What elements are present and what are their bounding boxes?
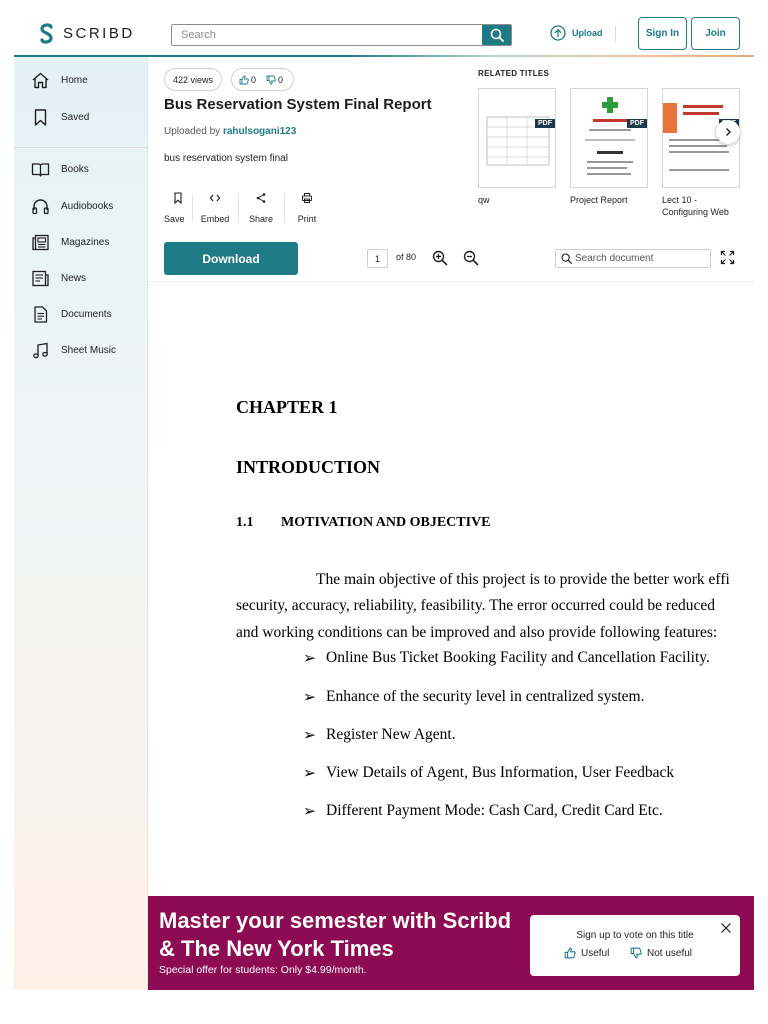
scribd-logo-icon <box>38 23 55 44</box>
share-label: Share <box>248 214 274 224</box>
share-button[interactable] <box>238 192 284 224</box>
sidebar-item-audiobooks[interactable] <box>14 193 148 219</box>
music-note-icon <box>31 341 50 360</box>
related-item[interactable] <box>570 88 652 206</box>
home-icon <box>31 71 50 90</box>
list-item <box>303 726 456 745</box>
section-title: MOTIVATION AND OBJECTIVE <box>281 515 491 530</box>
sidebar-item-label: News <box>61 272 87 284</box>
bullet-marker: ➢ <box>303 689 316 706</box>
sidebar-item-home[interactable] <box>14 67 148 93</box>
list-item <box>303 764 674 783</box>
downvote-count: 0 <box>278 74 284 85</box>
promo-subtitle: Special offer for students: Only $4.99/month. <box>159 964 367 976</box>
vote-popup <box>530 915 740 976</box>
document-thumbnail-image <box>571 89 648 188</box>
sidebar-item-label: Magazines <box>61 236 110 248</box>
paragraph-line: and working conditions can be improved and also provide following features: <box>236 624 718 641</box>
useful-label: Useful <box>581 947 610 959</box>
promo-title: Master your semester with Scribd & The New York Times <box>159 908 512 961</box>
bookmark-icon <box>172 192 184 204</box>
upvote-count: 0 <box>251 74 257 85</box>
upload-icon <box>550 25 566 41</box>
search-input[interactable] <box>172 25 482 45</box>
related-item[interactable] <box>478 88 560 206</box>
magazine-icon <box>31 233 50 252</box>
list-item-text: Different Payment Mode: Cash Card, Credit Card Etc. <box>326 802 663 819</box>
sidebar-item-label: Documents <box>61 308 112 320</box>
sidebar-item-documents[interactable] <box>14 301 148 327</box>
logo-text: SCRIBD <box>63 25 135 42</box>
print-label: Print <box>297 214 317 224</box>
related-item[interactable] <box>662 88 744 218</box>
upload-label: Upload <box>572 28 603 38</box>
sidebar-item-label: Saved <box>61 111 90 123</box>
bullet-marker: ➢ <box>303 650 316 667</box>
zoom-in-icon[interactable] <box>432 250 448 266</box>
thumbs-up-icon <box>239 75 249 85</box>
document-actions <box>164 192 330 224</box>
search-icon <box>561 253 572 264</box>
thumbs-down-icon <box>266 75 276 85</box>
book-icon <box>31 160 50 179</box>
useful-button[interactable] <box>564 947 609 959</box>
embed-label: Embed <box>200 214 230 224</box>
sidebar-item-label: Sheet Music <box>61 344 117 356</box>
section-heading <box>236 515 491 531</box>
related-thumbnail <box>570 88 648 188</box>
header-divider <box>615 26 616 42</box>
related-item-title: Project Report <box>570 195 628 205</box>
printer-icon <box>301 192 313 204</box>
chapter-heading: CHAPTER 1 <box>236 397 338 417</box>
upvote-button[interactable] <box>239 75 256 85</box>
sidebar-item-label: Books <box>61 163 89 175</box>
page-number-input[interactable]: 1 <box>367 249 388 268</box>
list-item-text: View Details of Agent, Bus Information, User Feedback <box>326 764 675 781</box>
print-button[interactable] <box>284 192 330 224</box>
sidebar-divider <box>14 147 148 148</box>
zoom-out-icon[interactable] <box>463 250 479 266</box>
carousel-next-button[interactable] <box>716 120 740 144</box>
uploaded-by <box>164 126 296 137</box>
scribd-logo[interactable] <box>38 23 135 44</box>
vote-counts <box>231 68 294 91</box>
list-item <box>303 688 644 707</box>
search-button[interactable] <box>482 25 511 45</box>
sidebar-item-magazines[interactable] <box>14 229 148 255</box>
downvote-button[interactable] <box>266 75 283 85</box>
site-search <box>171 24 512 46</box>
bullet-marker: ➢ <box>303 803 316 820</box>
share-icon <box>255 192 267 204</box>
sidebar-item-books[interactable] <box>14 156 148 182</box>
fullscreen-icon[interactable] <box>720 250 735 265</box>
introduction-heading: INTRODUCTION <box>236 457 381 477</box>
pdf-badge: PDF <box>535 119 555 128</box>
chevron-right-icon <box>723 127 733 137</box>
related-titles-heading: RELATED TITLES <box>478 69 550 78</box>
search-icon <box>490 28 504 42</box>
promo-banner[interactable] <box>148 896 754 990</box>
sidebar-item-sheet-music[interactable] <box>14 337 148 363</box>
list-item <box>303 649 710 668</box>
page-total: of 80 <box>396 252 417 262</box>
paragraph-line: The main objective of this project is to provide the better work effi <box>316 571 730 588</box>
upload-button[interactable] <box>550 25 603 41</box>
code-icon <box>209 192 221 204</box>
thumbs-down-icon <box>630 947 642 959</box>
news-icon <box>31 269 50 288</box>
bullet-marker: ➢ <box>303 727 316 744</box>
not-useful-button[interactable] <box>630 947 692 959</box>
document-search <box>555 249 711 268</box>
pdf-badge: PDF <box>627 119 647 128</box>
top-header <box>0 0 768 57</box>
sidebar-item-label: Home <box>61 74 88 86</box>
document-page <box>148 282 754 896</box>
save-label: Save <box>164 214 185 224</box>
uploaded-prefix: Uploaded by <box>164 126 221 137</box>
sidebar-item-label: Audiobooks <box>61 200 114 212</box>
sidebar-item-saved[interactable] <box>14 104 148 130</box>
related-item-title: Lect 10 - Configuring Web <box>662 195 729 217</box>
vote-prompt: Sign up to vote on this title <box>576 930 694 941</box>
section-number: 1.1 <box>236 515 254 530</box>
related-item-title: qw <box>478 195 490 205</box>
list-item <box>303 802 663 821</box>
download-button[interactable]: Download <box>164 242 298 275</box>
headphones-icon <box>31 197 50 216</box>
join-button[interactable]: Join <box>691 17 740 50</box>
document-thumbnail-image <box>479 89 556 188</box>
list-item-text: Register New Agent. <box>326 726 456 743</box>
thumbs-up-icon <box>564 947 576 959</box>
sign-in-button[interactable]: Sign In <box>638 17 687 50</box>
paragraph-line: security, accuracy, reliability, feasibility. The error occurred could be reduced <box>236 597 715 614</box>
sidebar <box>14 57 148 990</box>
author-link[interactable]: rahulsogani123 <box>222 126 297 137</box>
list-item-text: Enhance of the security level in centralized system. <box>326 688 645 705</box>
document-title: Bus Reservation System Final Report <box>164 96 432 113</box>
related-thumbnail <box>478 88 556 188</box>
embed-button[interactable] <box>192 192 238 224</box>
carousel-edge <box>741 80 754 230</box>
views-count: 422 views <box>164 68 222 91</box>
not-useful-label: Not useful <box>647 947 693 959</box>
document-icon <box>31 305 50 324</box>
document-search-input[interactable] <box>575 253 705 264</box>
list-item-text: Online Bus Ticket Booking Facility and Cancellation Facility. <box>326 649 710 666</box>
document-description: bus reservation system final <box>164 153 288 164</box>
sidebar-item-news[interactable] <box>14 265 148 291</box>
bookmark-icon <box>31 108 50 127</box>
bullet-marker: ➢ <box>303 765 316 782</box>
save-button[interactable] <box>164 192 192 224</box>
